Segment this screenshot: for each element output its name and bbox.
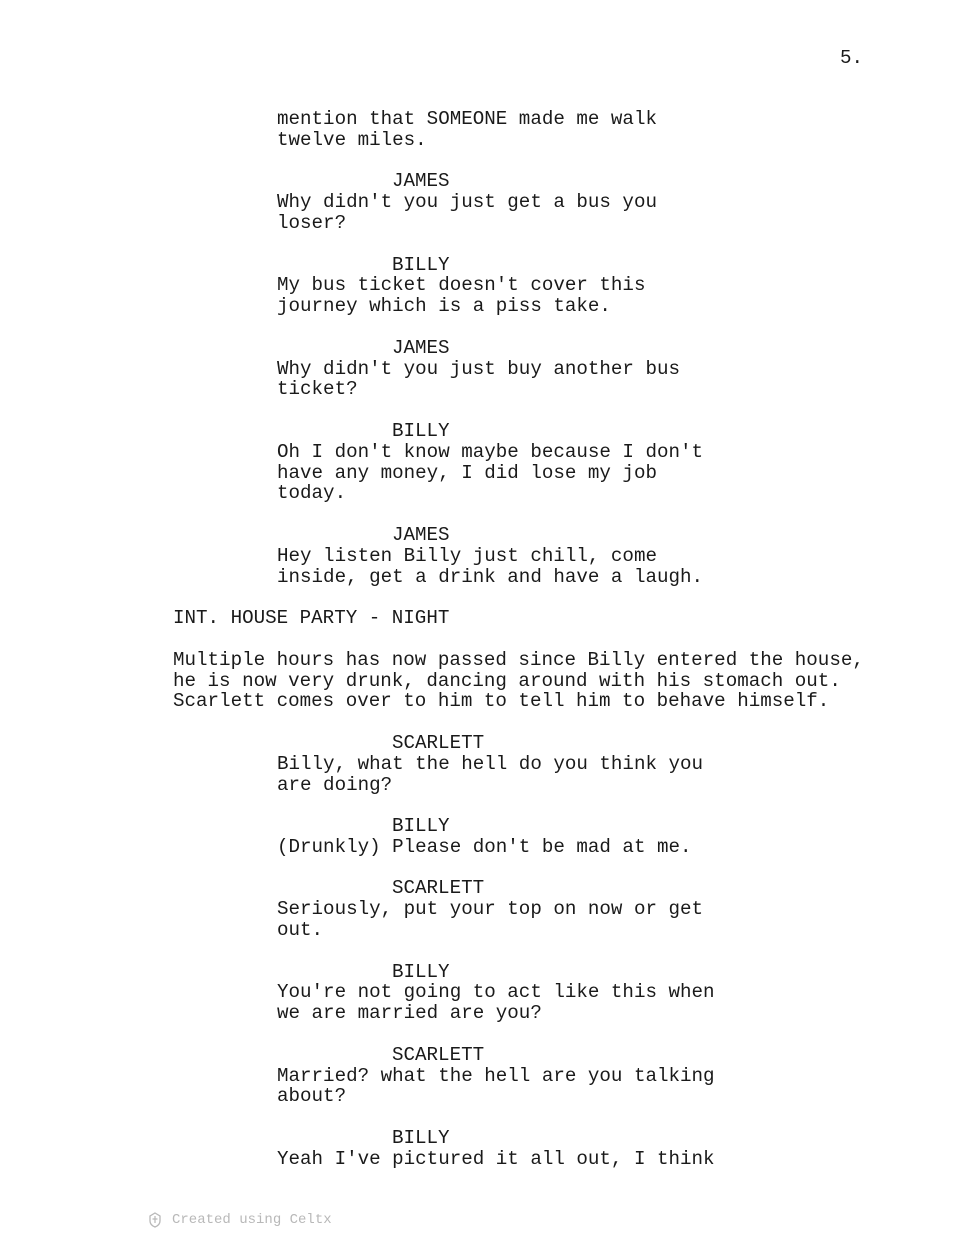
- dialogue-line: (Drunkly) Please don't be mad at me.: [277, 835, 692, 858]
- blank-line: [0, 629, 980, 650]
- page-number: 5.: [840, 47, 864, 69]
- dialogue-line: we are married are you?: [277, 1002, 542, 1025]
- character-name: BILLY: [392, 253, 450, 276]
- blank-line: [0, 151, 980, 172]
- character-name: JAMES: [392, 170, 450, 193]
- character-name: JAMES: [392, 523, 450, 546]
- blank-line: [0, 941, 980, 962]
- dialogue-line: Why didn't you just buy another bus: [277, 357, 681, 380]
- action-line: he is now very drunk, dancing around with his stomach out.: [173, 669, 841, 692]
- character-name: BILLY: [392, 960, 450, 983]
- action-line: Scarlett comes over to him to tell him to behave himself.: [173, 690, 830, 713]
- dialogue-line: Billy, what the hell do you think you: [277, 752, 704, 775]
- character-name: SCARLETT: [392, 731, 485, 754]
- dialogue-line: Yeah I've pictured it all out, I think: [277, 1147, 715, 1170]
- blank-line: [0, 1024, 980, 1045]
- dialogue-line: about?: [277, 1085, 347, 1108]
- action-line: Multiple hours has now passed since Billy entered the house,: [173, 648, 864, 671]
- character-name: SCARLETT: [392, 877, 485, 900]
- dialogue-line: You're not going to act like this when: [277, 981, 715, 1004]
- blank-line: [0, 234, 980, 255]
- blank-line: [0, 504, 980, 525]
- dialogue-line: ticket?: [277, 378, 358, 401]
- blank-line: [0, 795, 980, 816]
- blank-line: [0, 400, 980, 421]
- dialogue-line: Hey listen Billy just chill, come: [277, 544, 657, 567]
- blank-line: [0, 712, 980, 733]
- blank-line: [0, 587, 980, 608]
- character-name: JAMES: [392, 336, 450, 359]
- dialogue-line: out.: [277, 919, 324, 942]
- dialogue-line: Oh I don't know maybe because I don't: [277, 440, 704, 463]
- dialogue-line: Why didn't you just get a bus you: [277, 191, 657, 214]
- dialogue-line: have any money, I did lose my job: [277, 461, 657, 484]
- blank-line: [0, 858, 980, 879]
- dialogue-line: journey which is a piss take.: [277, 295, 611, 318]
- script-body: [0, 109, 980, 1170]
- dialogue-line: twelve miles.: [277, 128, 427, 151]
- dialogue-line: Married? what the hell are you talking: [277, 1064, 715, 1087]
- blank-line: [0, 1107, 980, 1128]
- character-name: SCARLETT: [392, 1043, 485, 1066]
- dialogue-line: are doing?: [277, 773, 393, 796]
- character-name: BILLY: [392, 815, 450, 838]
- character-name: BILLY: [392, 419, 450, 442]
- dialogue-line: Seriously, put your top on now or get: [277, 898, 704, 921]
- dialogue-line: today.: [277, 482, 347, 505]
- scene-heading: INT. HOUSE PARTY - NIGHT: [173, 607, 450, 630]
- footer: [148, 1212, 332, 1228]
- dialogue-line: inside, get a drink and have a laugh.: [277, 565, 704, 588]
- dialogue-line: loser?: [277, 211, 347, 234]
- dialogue-line: mention that SOMEONE made me walk: [277, 108, 657, 130]
- dialogue-line: My bus ticket doesn't cover this: [277, 274, 646, 297]
- blank-line: [0, 317, 980, 338]
- character-name: BILLY: [392, 1127, 450, 1150]
- celtx-logo-icon: [148, 1212, 162, 1228]
- footer-text: Created using Celtx: [172, 1212, 332, 1228]
